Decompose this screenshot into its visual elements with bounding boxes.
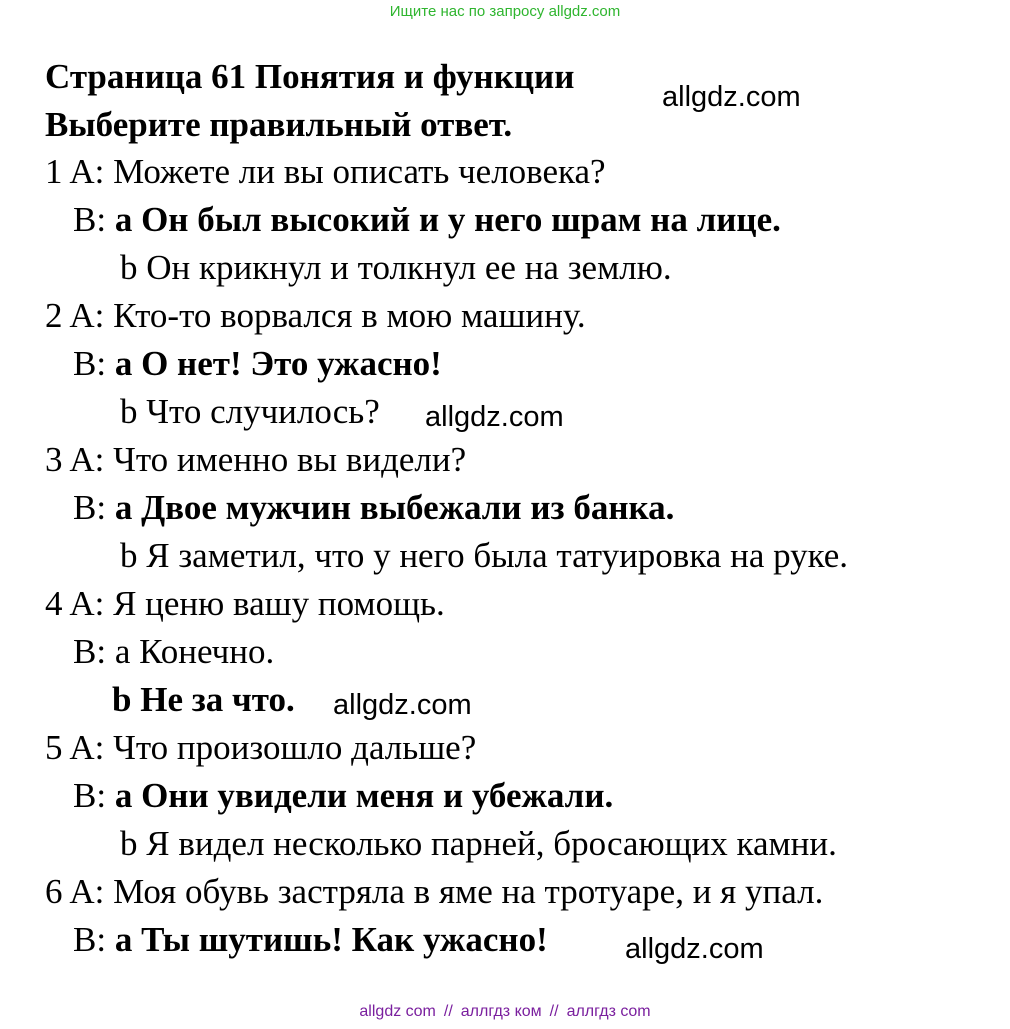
footer-link-2[interactable]: аллгдз ком bbox=[460, 1003, 542, 1020]
answer-5-option-a: a Они увидели меня и убежали. bbox=[114, 776, 614, 815]
answer-prefix: B: bbox=[73, 488, 115, 527]
answer-2-option-b: b Что случилось? bbox=[120, 392, 380, 431]
footer-link-1[interactable]: allgdz com bbox=[359, 1003, 436, 1020]
top-banner: Ищите нас по запросу allgdz.com bbox=[389, 3, 621, 20]
answer-1-a-row bbox=[73, 199, 781, 241]
answer-1-option-a: a Он был высокий и у него шрам на лице. bbox=[114, 200, 781, 239]
answer-2-option-a: a О нет! Это ужасно! bbox=[114, 344, 442, 383]
answer-5-a-row bbox=[73, 775, 613, 817]
watermark: allgdz.com bbox=[425, 401, 564, 433]
task-instruction: Выберите правильный ответ. bbox=[45, 105, 513, 144]
watermark: allgdz.com bbox=[662, 81, 801, 113]
answer-4-option-a: a Конечно. bbox=[114, 632, 275, 671]
question-1: 1 A: Можете ли вы описать человека? bbox=[45, 152, 606, 191]
answer-5-option-b: b Я видел несколько парней, бросающих камни. bbox=[120, 824, 837, 863]
footer-separator: // bbox=[443, 1003, 453, 1020]
question-5: 5 A: Что произошло дальше? bbox=[45, 728, 477, 767]
watermark: allgdz.com bbox=[333, 689, 472, 721]
answer-4-a-row bbox=[73, 631, 274, 673]
answer-prefix: B: bbox=[73, 632, 115, 671]
answer-1-option-b: b Он крикнул и толкнул ее на землю. bbox=[120, 248, 672, 287]
footer-link-3[interactable]: аллгдз com bbox=[566, 1003, 651, 1020]
answer-4-option-b: b Не за что. bbox=[112, 680, 295, 719]
answer-6-a-row bbox=[73, 919, 548, 961]
question-4: 4 A: Я ценю вашу помощь. bbox=[45, 584, 445, 623]
footer-links bbox=[0, 1003, 1010, 1021]
answer-3-option-a: a Двое мужчин выбежали из банка. bbox=[114, 488, 675, 527]
watermark: allgdz.com bbox=[625, 933, 764, 965]
answer-3-option-b: b Я заметил, что у него была татуировка на руке. bbox=[120, 536, 849, 575]
answer-6-option-a: a Ты шутишь! Как ужасно! bbox=[114, 920, 548, 959]
footer-separator: // bbox=[549, 1003, 559, 1020]
page-title: Страница 61 Понятия и функции bbox=[45, 57, 575, 96]
answer-prefix: B: bbox=[73, 776, 115, 815]
answer-prefix: B: bbox=[73, 200, 115, 239]
question-2: 2 A: Кто-то ворвался в мою машину. bbox=[45, 296, 586, 335]
answer-2-a-row bbox=[73, 343, 442, 385]
question-6: 6 A: Моя обувь застряла в яме на тротуаре, и я упал. bbox=[45, 872, 824, 911]
answer-prefix: B: bbox=[73, 920, 115, 959]
answer-3-a-row bbox=[73, 487, 674, 529]
question-3: 3 A: Что именно вы видели? bbox=[45, 440, 467, 479]
answer-prefix: B: bbox=[73, 344, 115, 383]
